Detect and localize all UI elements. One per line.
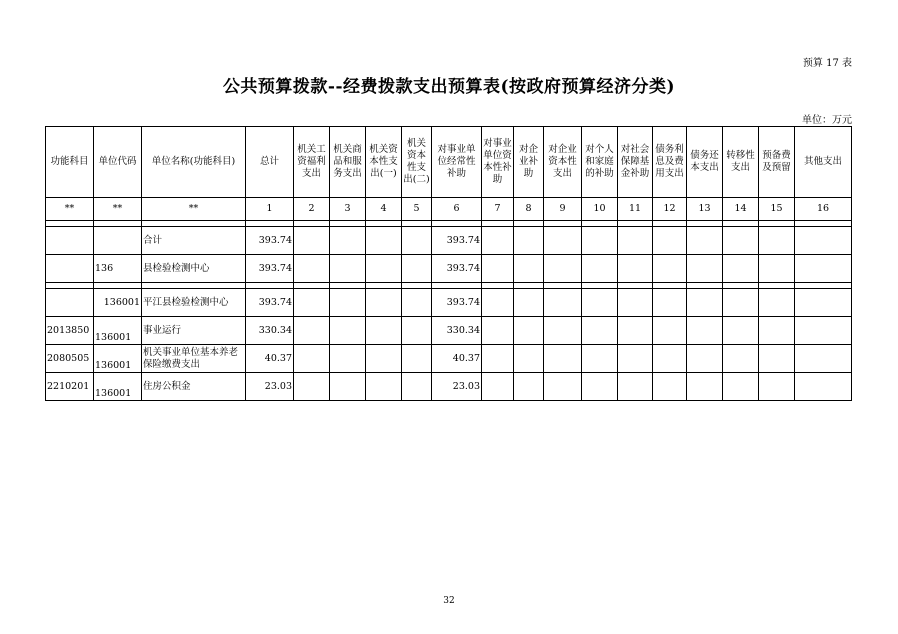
index-cell: ** bbox=[94, 198, 142, 221]
header-row bbox=[46, 127, 852, 198]
index-cell: 14 bbox=[723, 198, 759, 221]
index-cell: ** bbox=[46, 198, 94, 221]
subsidy-value: 330.34 bbox=[432, 317, 482, 345]
header-cell: 机关资本性支出(二) bbox=[402, 127, 432, 198]
unit-name: 机关事业单位基本养老保险缴费支出 bbox=[142, 345, 246, 373]
table-row bbox=[46, 345, 852, 373]
unit-code: 136001 bbox=[94, 373, 142, 401]
header-cell: 对社会保障基金补助 bbox=[618, 127, 653, 198]
unit-code: 136001 bbox=[94, 289, 142, 317]
index-cell: 11 bbox=[618, 198, 653, 221]
index-cell: 10 bbox=[582, 198, 618, 221]
func-code: 2080505 bbox=[46, 345, 94, 373]
index-cell: 4 bbox=[366, 198, 402, 221]
index-row bbox=[46, 198, 852, 221]
header-cell: 对事业单位资本性补助 bbox=[482, 127, 514, 198]
index-cell: 8 bbox=[514, 198, 544, 221]
subsidy-value: 40.37 bbox=[432, 345, 482, 373]
index-cell: 6 bbox=[432, 198, 482, 221]
index-cell: 5 bbox=[402, 198, 432, 221]
header-cell: 单位名称(功能科目) bbox=[142, 127, 246, 198]
header-cell: 对事业单位经常性补助 bbox=[432, 127, 482, 198]
unit-name: 事业运行 bbox=[142, 317, 246, 345]
subsidy-value: 393.74 bbox=[432, 255, 482, 283]
header-cell: 机关商品和服务支出 bbox=[330, 127, 366, 198]
form-number: 预算 17 表 bbox=[802, 58, 852, 69]
header-cell: 机关工资福利支出 bbox=[294, 127, 330, 198]
unit-code: 136001 bbox=[94, 345, 142, 373]
header-cell: 其他支出 bbox=[795, 127, 852, 198]
header-cell: 对个人和家庭的补助 bbox=[582, 127, 618, 198]
page-number: 32 bbox=[443, 596, 455, 606]
subsidy-value: 393.74 bbox=[432, 227, 482, 255]
header-cell: 预备费及预留 bbox=[759, 127, 795, 198]
table-row bbox=[46, 289, 852, 317]
unit-name: 合计 bbox=[142, 227, 246, 255]
total-value: 40.37 bbox=[246, 345, 294, 373]
header-cell: 债务利息及费用支出 bbox=[653, 127, 687, 198]
index-cell: 2 bbox=[294, 198, 330, 221]
unit-name: 平江县检验检测中心 bbox=[142, 289, 246, 317]
total-value: 393.74 bbox=[246, 227, 294, 255]
index-cell: 15 bbox=[759, 198, 795, 221]
header-cell: 机关资本性支出(一) bbox=[366, 127, 402, 198]
header-cell: 转移性支出 bbox=[723, 127, 759, 198]
func-code: 2210201 bbox=[46, 373, 94, 401]
total-value: 393.74 bbox=[246, 289, 294, 317]
unit-code bbox=[94, 227, 142, 255]
total-value: 330.34 bbox=[246, 317, 294, 345]
header-cell: 单位代码 bbox=[94, 127, 142, 198]
budget-table bbox=[45, 126, 852, 401]
subsidy-value: 393.74 bbox=[432, 289, 482, 317]
unit-code: 136001 bbox=[94, 317, 142, 345]
unit-code: 136 bbox=[94, 255, 142, 283]
index-cell: 13 bbox=[687, 198, 723, 221]
func-code bbox=[46, 289, 94, 317]
index-cell: ** bbox=[142, 198, 246, 221]
func-code bbox=[46, 255, 94, 283]
table-row bbox=[46, 227, 852, 255]
index-cell: 3 bbox=[330, 198, 366, 221]
unit-name: 县检验检测中心 bbox=[142, 255, 246, 283]
unit-label: 单位：万元 bbox=[802, 115, 852, 126]
table-row bbox=[46, 373, 852, 401]
header-cell: 总计 bbox=[246, 127, 294, 198]
table-row bbox=[46, 317, 852, 345]
index-cell: 1 bbox=[246, 198, 294, 221]
index-cell: 7 bbox=[482, 198, 514, 221]
func-code bbox=[46, 227, 94, 255]
index-cell: 16 bbox=[795, 198, 852, 221]
index-cell: 12 bbox=[653, 198, 687, 221]
subsidy-value: 23.03 bbox=[432, 373, 482, 401]
table-row bbox=[46, 255, 852, 283]
total-value: 23.03 bbox=[246, 373, 294, 401]
header-cell: 对企业补助 bbox=[514, 127, 544, 198]
func-code: 2013850 bbox=[46, 317, 94, 345]
page-title: 公共预算拨款--经费拨款支出预算表(按政府预算经济分类) bbox=[222, 77, 676, 97]
total-value: 393.74 bbox=[246, 255, 294, 283]
header-cell: 债务还本支出 bbox=[687, 127, 723, 198]
unit-name: 住房公积金 bbox=[142, 373, 246, 401]
header-cell: 对企业资本性支出 bbox=[544, 127, 582, 198]
index-cell: 9 bbox=[544, 198, 582, 221]
header-cell: 功能科目 bbox=[46, 127, 94, 198]
